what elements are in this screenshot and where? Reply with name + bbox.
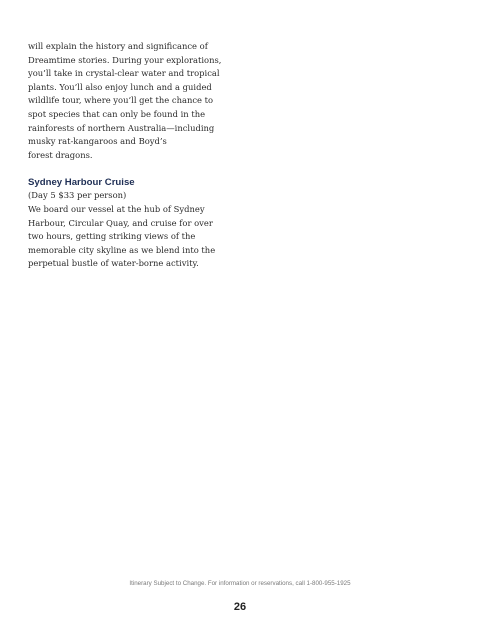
section-title: Sydney Harbour Cruise	[28, 177, 135, 189]
text-line: Dreamtime stories. During your explorations,	[28, 54, 222, 65]
intro-paragraph	[28, 40, 238, 162]
section-description	[28, 203, 238, 271]
text-line: Harbour, Circular Quay, and cruise for over	[28, 217, 213, 228]
text-line: musky rat-kangaroos and Boyd’s	[28, 136, 167, 147]
text-line: We board our vessel at the hub of Sydney	[28, 203, 205, 214]
text-line: plants. You’ll also enjoy lunch and a guided	[28, 81, 212, 92]
text-line: spot species that can only be found in the	[28, 108, 206, 119]
text-line: forest dragons.	[28, 149, 93, 160]
content-column	[28, 40, 238, 271]
text-line: you’ll take in crystal-clear water and tropical	[28, 68, 220, 79]
sydney-harbour-cruise-section	[28, 176, 238, 271]
text-line: will explain the history and significance of	[28, 41, 208, 51]
text-line: two hours, getting striking views of the	[28, 231, 196, 242]
footer-note: Itinerary Subject to Change. For information or reservations, call 1-800-955-1925	[129, 580, 351, 587]
text-line: wildlife tour, where you’ll get the chance to	[28, 95, 214, 106]
text-line: perpetual bustle of water-borne activity.	[28, 258, 199, 269]
text-line: rainforests of northern Australia—including	[28, 122, 215, 133]
text-line: memorable city skyline as we blend into the	[28, 244, 216, 255]
section-price: (Day 5 $33 per person)	[28, 190, 127, 201]
page-number: 26	[233, 601, 247, 613]
